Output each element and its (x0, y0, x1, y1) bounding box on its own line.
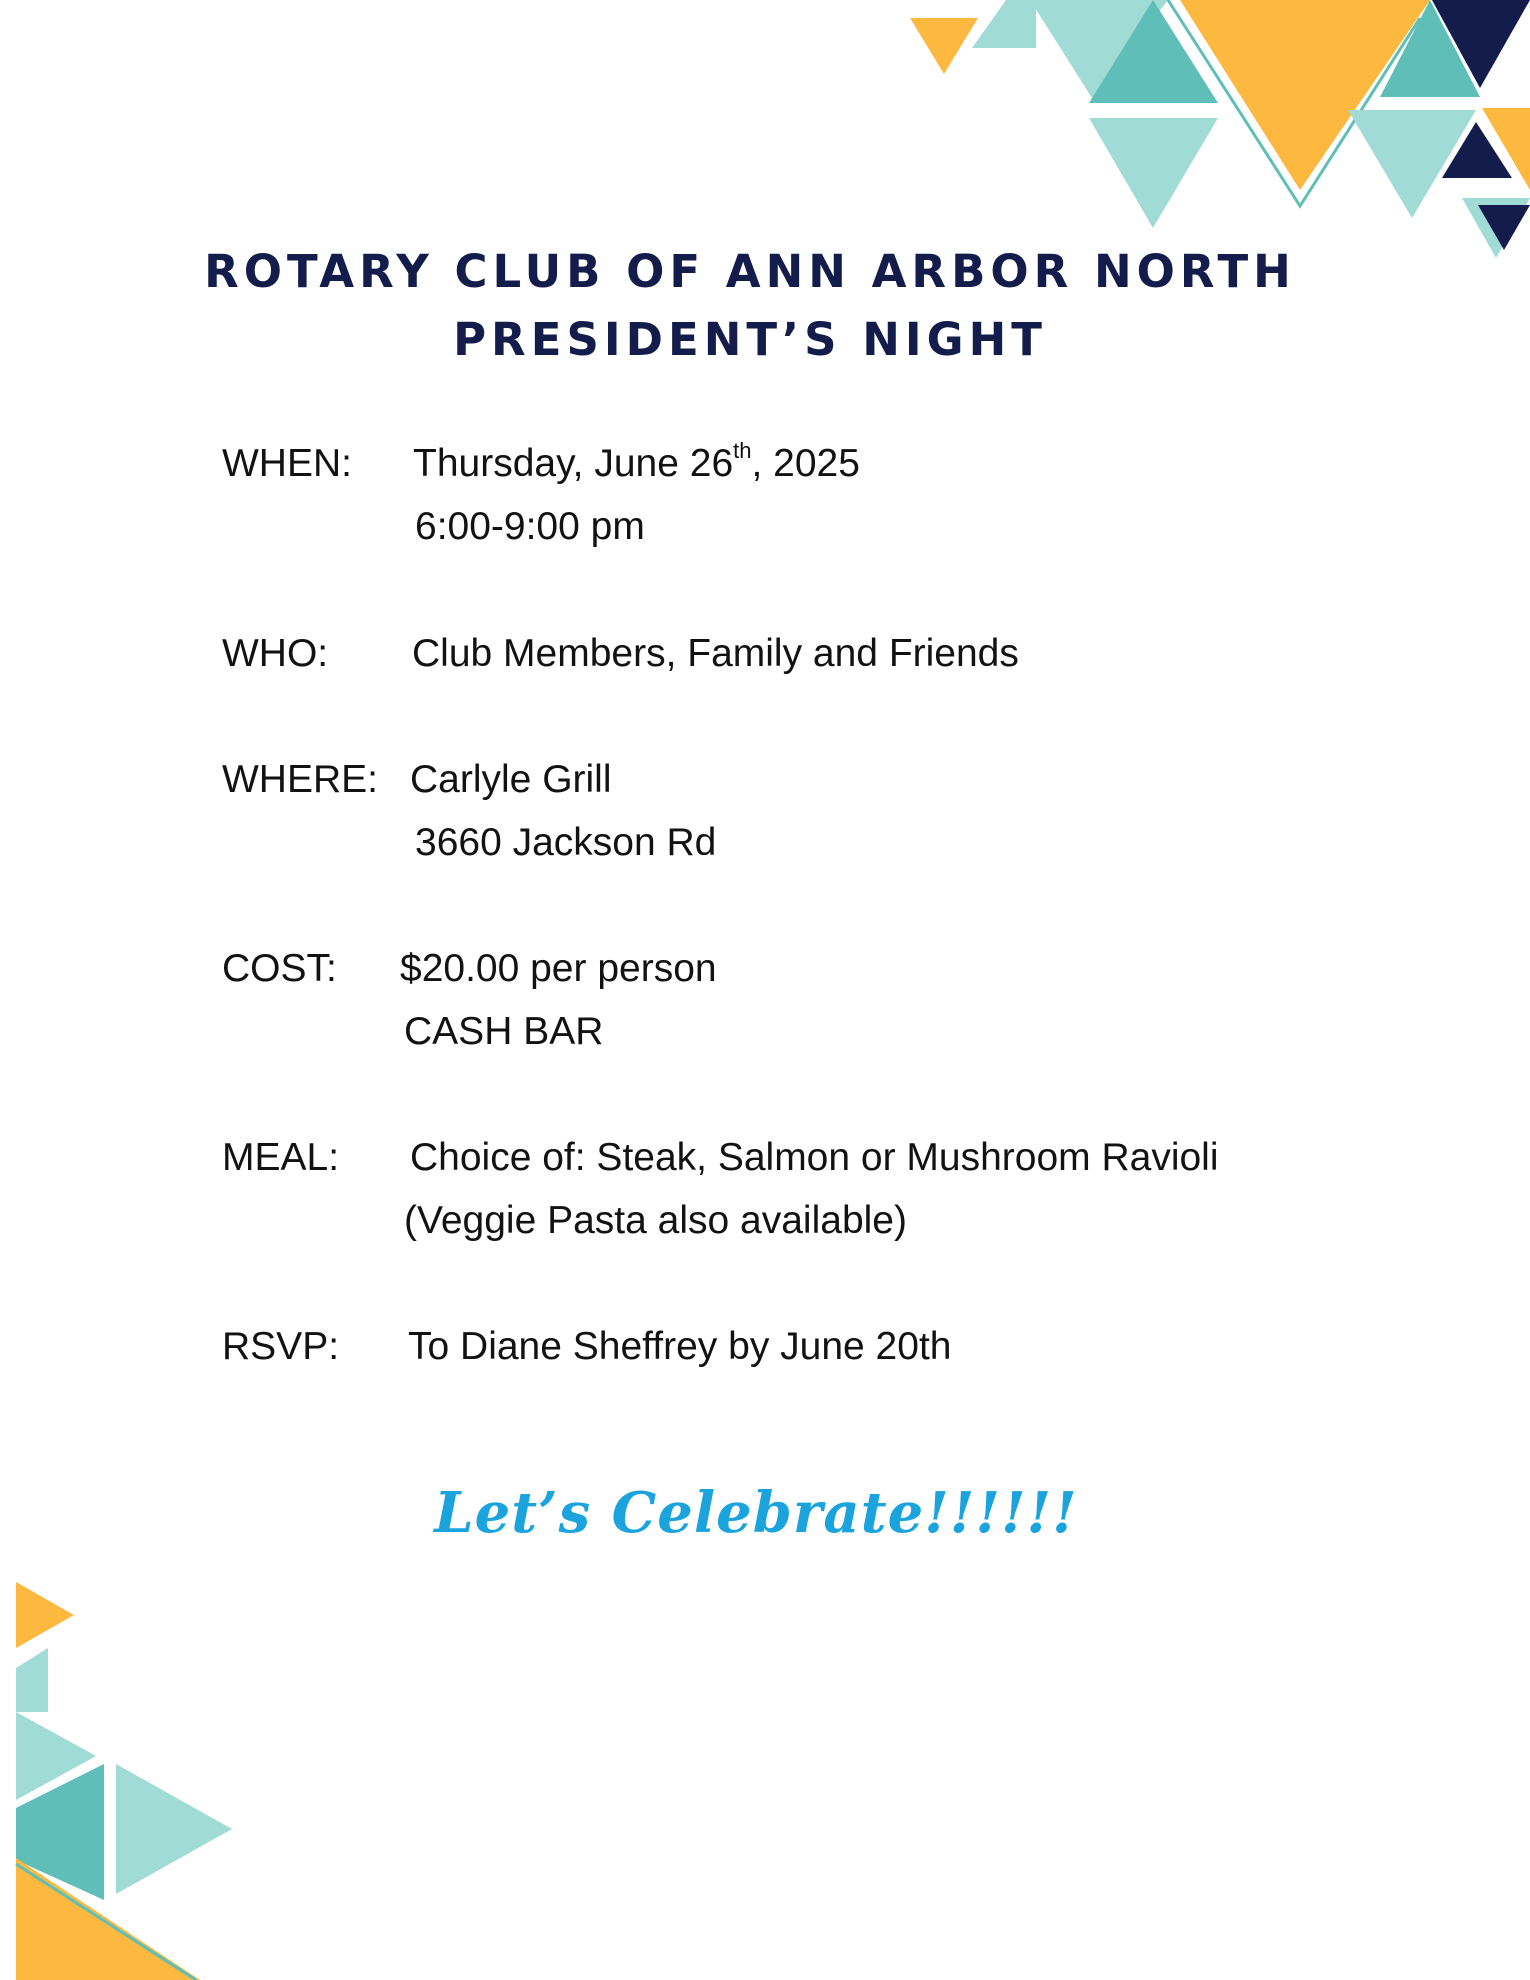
light-teal-triangle-3 (116, 1764, 232, 1894)
meal-note: (Veggie Pasta also available) (404, 1199, 907, 1242)
meal-label: MEAL: (222, 1136, 340, 1179)
rsvp-value: To Diane Sheffrey by June 20th (408, 1325, 952, 1368)
when-date-suffix: , 2025 (751, 442, 860, 485)
light-teal-triangle (972, 0, 1036, 48)
cost-price: $20.00 per person (400, 947, 717, 990)
cost-bar: CASH BAR (404, 1010, 604, 1053)
when-label: WHEN: (222, 442, 352, 485)
where-address: 3660 Jackson Rd (415, 821, 717, 864)
where-venue: Carlyle Grill (410, 758, 612, 801)
rsvp-label: RSVP: (222, 1325, 340, 1368)
cost-label: COST: (222, 947, 337, 990)
triangle-pattern-bottom-left (0, 1570, 240, 1980)
when-date (413, 440, 860, 488)
gold-triangle-small (16, 1582, 74, 1648)
event-subtitle: PRESIDENT’S NIGHT (453, 313, 1047, 366)
when-time: 6:00-9:00 pm (415, 505, 645, 548)
event-title: ROTARY CLUB OF ANN ARBOR NORTH (204, 245, 1296, 298)
who-value: Club Members, Family and Friends (412, 632, 1019, 675)
triangle-pattern-top-right (900, 0, 1530, 270)
light-teal-triangle-3 (1089, 118, 1218, 228)
gold-triangle-small (910, 18, 978, 74)
where-label: WHERE: (222, 758, 378, 801)
when-date-superscript: th (733, 438, 752, 463)
meal-choices: Choice of: Steak, Salmon or Mushroom Ravioli (410, 1136, 1219, 1179)
when-date-prefix: Thursday, June 26 (413, 442, 734, 485)
gold-triangle-large (16, 1858, 200, 1980)
celebrate-tagline: Let’s Celebrate!!!!!! (434, 1480, 1078, 1546)
light-teal-triangle (16, 1648, 48, 1712)
who-label: WHO: (222, 632, 329, 675)
